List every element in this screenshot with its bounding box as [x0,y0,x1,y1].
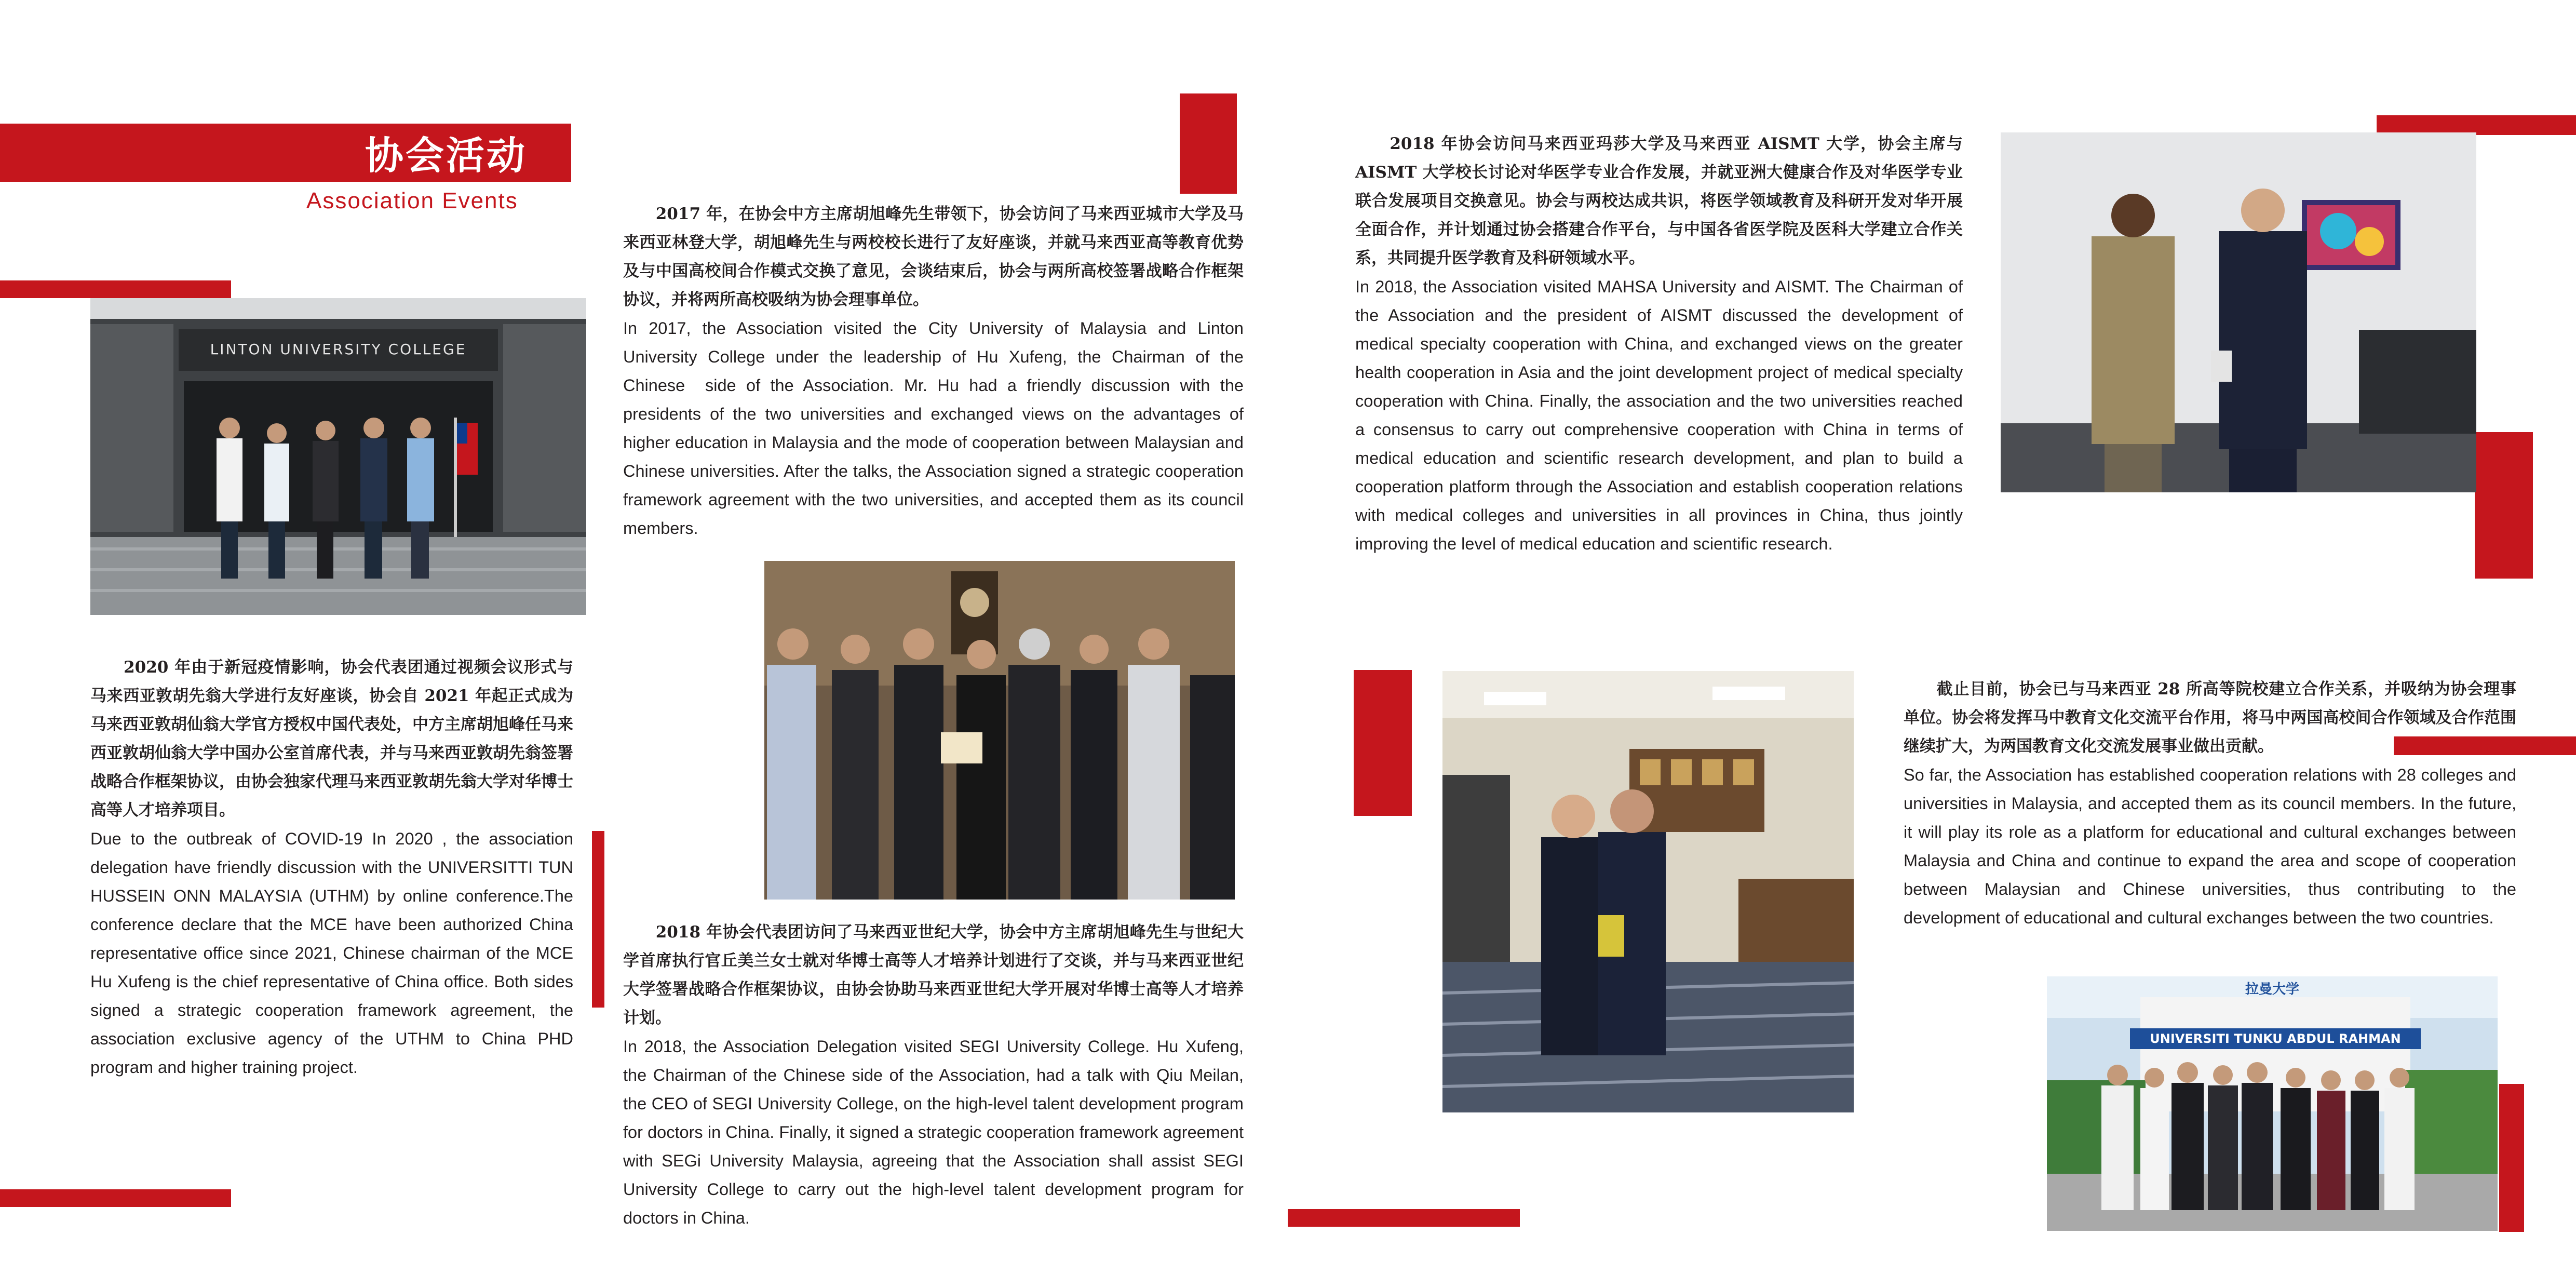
red-accent-bar [1180,93,1237,194]
title-bar [0,124,571,182]
red-accent-bar [2499,1084,2524,1232]
linton-sign: LINTON UNIVERSITY COLLEGE [210,341,467,358]
city-linton-section [623,200,1249,543]
summary-section [1904,675,2521,932]
segi-photo [764,561,1235,900]
office-photo [1442,671,1854,1112]
segi-text-cn: 2018 年协会代表团访问了马来西亚世纪大学，协会中方主席胡旭峰先生与世纪大学首席执行官丘美兰女士就对华博士高等人才培养计划进行了交谈，并与马来西亚世纪大学签署战略合作框架协议，由协会协助马来西亚世纪大学开展对华博士高等人才培养计划。 [623,923,1244,1027]
page-title-cn: 协会活动 [365,133,527,178]
mahsa-section [1355,130,1968,558]
page-title-en: Association Events [306,188,518,213]
red-accent-bar [0,1189,231,1207]
city-linton-text-cn: 2017 年，在协会中方主席胡旭峰先生带领下，协会访问了马来西亚城市大学及马来西亚林登大学，胡旭峰先生与两校校长进行了友好座谈，并就马来西亚高等教育优势及与中国高校间合作模式交换了意见，会谈结束后，协会与两所高校签署战略合作框架协议，并将两所高校吸纳为协会理事单位。 [623,205,1244,309]
red-accent-bar [0,280,231,298]
uthm-text-en: Due to the outbreak of COVID-19 In 2020 , the association delegation have friendly discussion with the UNIVERSITTI TUN HUSSEIN ONN MALAYSIA (UTHM) by online conference.The conference declare that the MCE have been authorized China representative office since 2021, Chinese chairman of the MCE Hu Xufeng is the chief representative of China office. Both sides signed a strategic cooperation framework agreement, the association exclusive agency of the UTHM to China PHD program and higher training project. [90,829,578,1077]
city-linton-text-en: In 2017, the Association visited the City University of Malaysia and Linton University College under the leadership of Hu Xufeng, the Chairman of the Chinese side of the Association. Mr. Hu had a friendly discussion with the presidents of the two universities and exchanged views on the advantages of higher education in Malaysia and the mode of cooperation between Malaysian and Chinese universities. After the talks, the Association signed a strategic cooperation framework agreement with the two universities, and accepted them as its council members. [623,319,1249,538]
utar-photo [2047,976,2498,1231]
uthm-section [90,653,578,1082]
utar-sign-cn: 拉曼大学 [2245,982,2299,997]
segi-section [623,918,1249,1232]
segi-text-en: In 2018, the Association Delegation visited SEGI University College. Hu Xufeng, the Chairman of the Chinese side of the Association, had a talk with Qiu Meilan, the CEO of SEGI University College, on the high-level talent development program for doctors in China. Finally, it signed a strategic cooperation framework agreement with SEGi University Malaysia, agreeing that the Association shall assist SEGI University College to carry out the high-level talent development program for doctors in China. [623,1037,1249,1227]
summary-text-cn: 截止目前，协会已与马来西亚 28 所高等院校建立合作关系，并吸纳为协会理事单位。协会将发挥马中教育文化交流平台作用，将马中两国高校间合作领域及合作范围继续扩大，为两国教育文化交流发展事业做出贡献。 [1904,680,2516,756]
mahsa-text-cn: 2018 年协会访问马来西亚玛莎大学及马来西亚 AISMT 大学，协会主席与 AISMT 大学校长讨论对华医学专业合作发展，并就亚洲大健康合作及对华医学专业联合发展项目交换意见。协会与两校达成共识，将医学领域教育及科研开发对华开展全面合作，并计划通过协会搭建合作平台，与中国各省医学院及医科大学建立合作关系，共同提升医学教育及科研领域水平。 [1355,135,1968,267]
mahsa-text-en: In 2018, the Association visited MAHSA University and AISMT. The Chairman of the Association and the president of AISMT discussed the development of medical specialty cooperation with China, and exchanged views on the greater health cooperation in Asia and the joint development project of medical specialty cooperation with China. Finally, the association and the two universities reached a consensus to carry out comprehensive cooperation with China in terms of medical education and scientific research development, and plan to build a cooperation platform through the Association and establish cooperation relations with medical colleges and universities in all provinces in China, thus jointly improving the level of medical education and scientific research. [1355,277,1968,553]
mahsa-photo [2001,132,2476,492]
linton-photo [90,298,586,615]
utar-sign: UNIVERSITI TUNKU ABDUL RAHMAN [2150,1031,2401,1046]
red-accent-bar [1288,1209,1520,1227]
uthm-text-cn: 2020 年由于新冠疫情影响，协会代表团通过视频会议形式与马来西亚敦胡先翁大学进行友好座谈，协会自 2021 年起正式成为马来西亚敦胡仙翁大学官方授权中国代表处，中方主席胡旭峰任马来西亚敦胡仙翁大学中国办公室首席代表，并与马来西亚敦胡先翁签署战略合作框架协议，由协会独家代理马来西亚敦胡先翁大学对华博士高等人才培养项目。 [90,658,573,820]
red-accent-bar [2475,432,2533,579]
summary-text-en: So far, the Association has established cooperation relations with 28 colleges and universities in Malaysia, and accepted them as its council members. In the future, it will play its role as a platform for educational and cultural exchanges between Malaysia and China and continue to expand the area and scope of cooperation between Malaysian and Chinese universities, thus contributing to the development of educational and cultural exchanges between the two countries. [1904,766,2521,927]
red-accent-bar [592,831,604,1008]
red-accent-bar [1354,670,1412,816]
